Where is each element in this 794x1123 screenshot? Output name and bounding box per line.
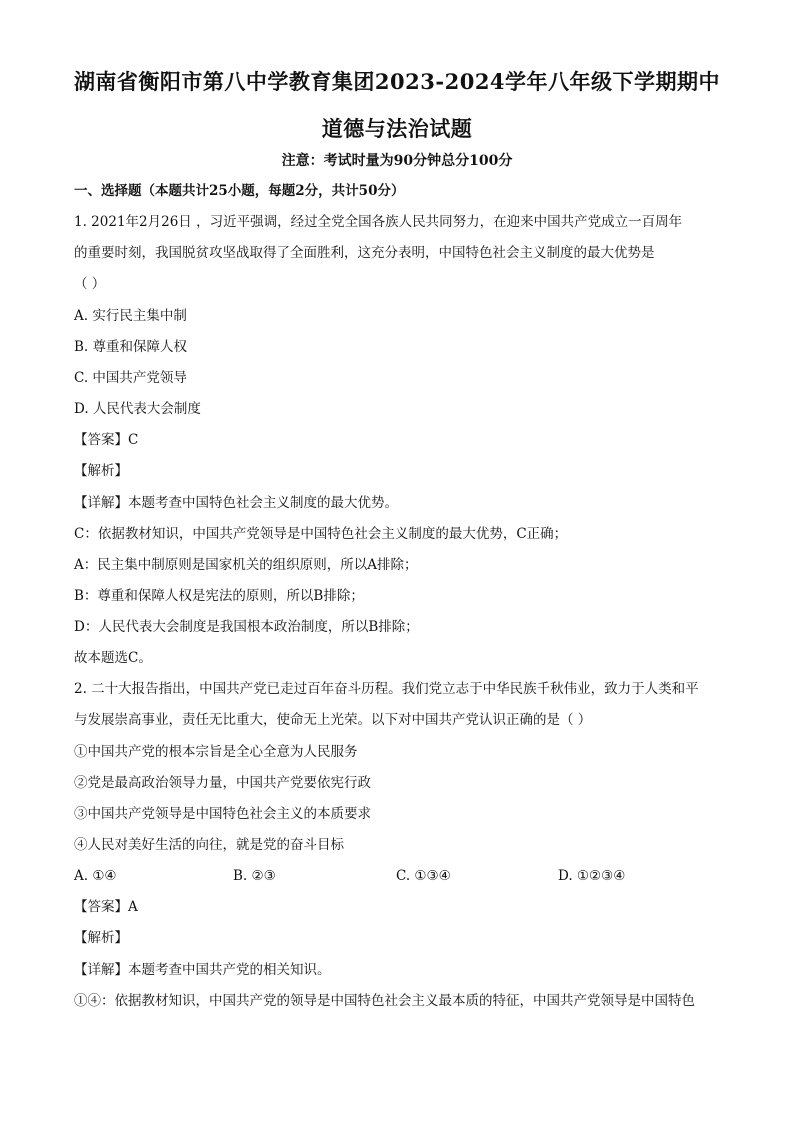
q2-detail-2: ①④：依据教材知识，中国共产党的领导是中国特色社会主义最本质的特征，中国共产党领导是中国特色 [74,993,695,1009]
q1-detail-1: 【详解】本题考查中国特色社会主义制度的最大优势。 [74,495,398,511]
q2-analysis-label: 【解析】 [74,930,128,946]
q2-stem-line2: 与发展崇高事业，责任无比重大，使命无上光荣。以下对中国共产党认识正确的是（ ） [74,712,592,728]
q1-analysis-label: 【解析】 [74,463,128,479]
q2-option-a: A. ①④ [74,868,117,884]
q1-option-a: A. 实行民主集中制 [74,308,187,324]
q1-detail-6: 故本题选C。 [74,650,152,666]
q2-statement-1: ①中国共产党的根本宗旨是全心全意为人民服务 [74,744,358,760]
q2-statement-2: ②党是最高政治领导力量，中国共产党要依宪行政 [74,775,371,791]
q1-detail-4: B：尊重和保障人权是宪法的原则，所以B排除； [74,588,364,604]
q2-answer: 【答案】A [74,899,138,915]
q1-detail-5: D：人民代表大会制度是我国根本政治制度，所以B排除； [74,619,419,635]
exam-title-line1: 湖南省衡阳市第八中学教育集团2023-2024学年八年级下学期期中 [73,69,721,94]
q2-option-c: C. ①③④ [396,868,451,884]
q1-detail-2: C：依据教材知识，中国共产党领导是中国特色社会主义制度的最大优势，C正确； [74,526,568,542]
q2-statement-3: ③中国共产党领导是中国特色社会主义的本质要求 [74,806,371,822]
exam-title-line2: 道德与法治试题 [321,116,473,141]
q1-option-c: C. 中国共产党领导 [74,370,187,386]
q1-stem-line1: 1. 2021年2月26日 ，习近平强调，经过全党全国各族人民共同努力，在迎来中国共产党成立一百周年 [74,214,683,230]
q2-statement-4: ④人民对美好生活的向往，就是党的奋斗目标 [74,837,344,853]
q1-stem-line3: （ ） [74,276,106,292]
q2-stem-line1: 2. 二十大报告指出，中国共产党已走过百年奋斗历程。我们党立志于中华民族千秋伟业，致力于人类和平 [74,681,699,697]
section-heading: 一、选择题（本题共计25小题，每题2分，共计50分） [74,183,405,199]
q2-detail-1: 【详解】本题考查中国共产党的相关知识。 [74,962,331,978]
q1-option-d: D. 人民代表大会制度 [74,401,201,417]
exam-note: 注意：考试时量为90分钟总分100分 [281,153,513,169]
q1-option-b: B. 尊重和保障人权 [74,339,188,355]
q2-option-d: D. ①②③④ [558,868,626,884]
q2-option-b: B. ②③ [233,868,276,884]
q1-detail-3: A：民主集中制原则是国家机关的组织原则，所以A排除； [74,557,418,573]
q1-stem-line2: 的重要时刻，我国脱贫攻坚战取得了全面胜利，这充分表明，中国特色社会主义制度的最大优势是 [74,245,655,261]
q1-answer: 【答案】C [74,432,139,448]
